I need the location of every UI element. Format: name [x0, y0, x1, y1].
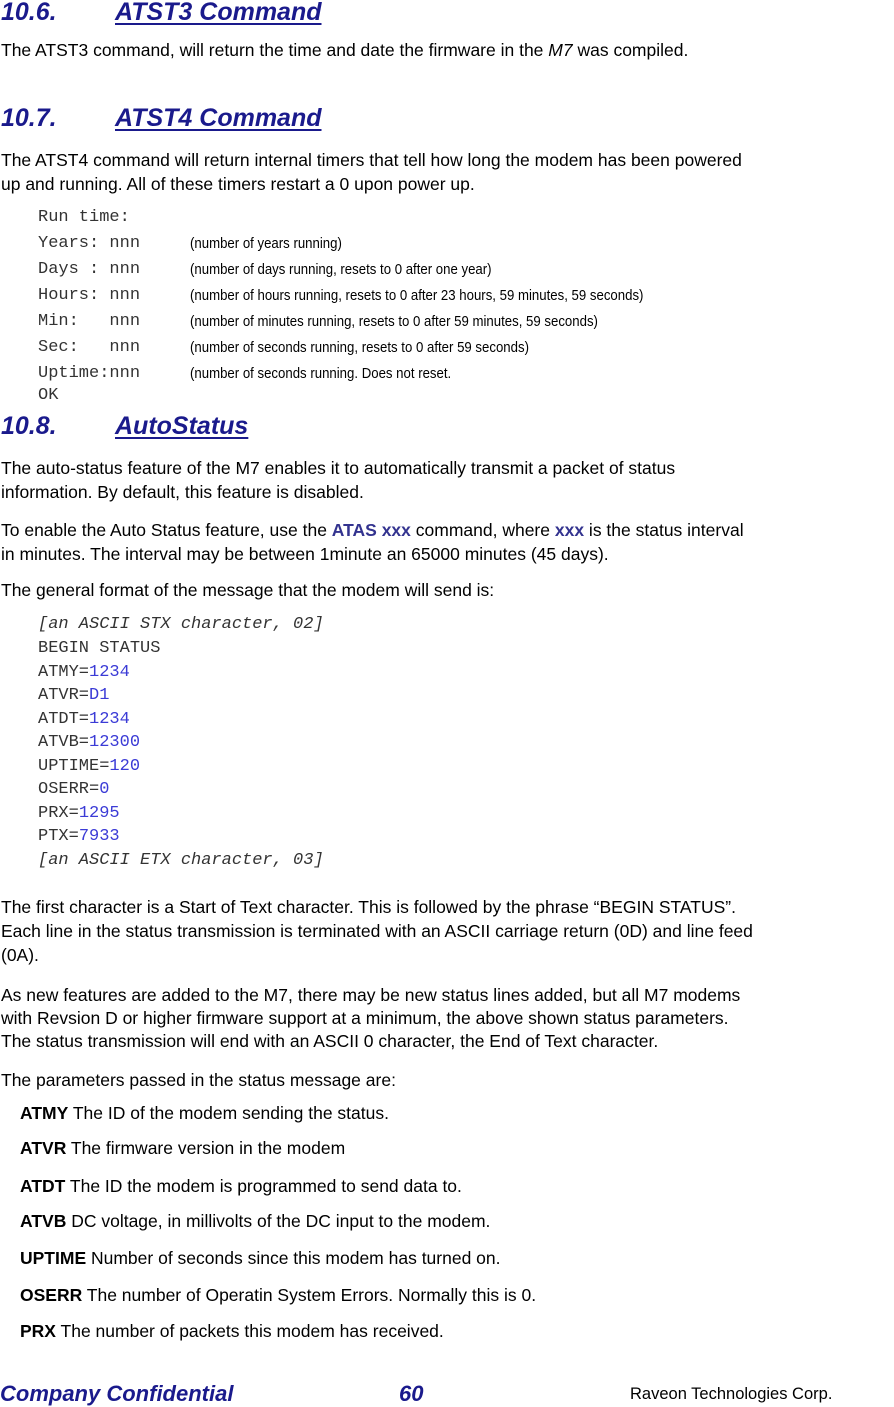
ok-response: OK	[38, 386, 59, 405]
status-line: PRX=1295	[38, 804, 120, 823]
section-heading-10-8	[1, 412, 248, 440]
parameter-item: UPTIME Number of seconds since this modem has turned on.	[20, 1248, 501, 1268]
parameter-item: ATVB DC voltage, in millivolts of the DC input to the modem.	[20, 1211, 491, 1231]
parameter-item: ATMY The ID of the modem sending the status.	[20, 1103, 389, 1123]
status-line: ATMY=1234	[38, 663, 130, 682]
page-footer	[0, 1381, 894, 1405]
status-line: UPTIME=120	[38, 757, 141, 776]
message-format-intro: The general format of the message that the modem will send is:	[1, 580, 495, 600]
features-paragraph-line3: The status transmission will end with an ASCII 0 character, the End of Text character.	[1, 1031, 659, 1051]
autostatus-intro-line1: The auto-status feature of the M7 enables it to automatically transmit a packet of status	[1, 458, 676, 478]
section-heading-10-6	[1, 0, 322, 26]
confidential-label: Company Confidential	[0, 1381, 234, 1406]
features-paragraph-line1: As new features are added to the M7, there may be new status lines added, but all M7 modems	[1, 985, 741, 1005]
autostatus-intro-line2: information. By default, this feature is disabled.	[1, 482, 364, 502]
parameter-item: PRX The number of packets this modem has received.	[20, 1321, 444, 1341]
section-title: ATST3 Command	[115, 0, 322, 26]
section-number: 10.7.	[1, 104, 57, 132]
section-number: 10.8.	[1, 412, 57, 440]
atst4-description-line2: up and running. All of these timers restart a 0 upon power up.	[1, 174, 475, 194]
autostatus-enable-line1: To enable the Auto Status feature, use the ATAS xxx command, where xxx is the status interval	[1, 520, 744, 540]
etx-line: [an ASCII ETX character, 03]	[38, 851, 324, 870]
document-page: 10.6. ATST3 Command The ATST3 command, will return the time and date the firmware in the M7 was compiled. 10.7. ATST4 Command The ATST4 command will return internal timers that tell how long the modem has been powered up and running. All of these timers restart a 0 upon power up. Run time: Years: nnn (number of years running) Days : nnn (number of days running, resets to 0 after one year) Hours: nnn (number of hours running, resets to 0 after 23 hours, 59 minutes, 59 seconds) Min: nnn (number of minutes running, resets to 0 after 59 minutes, 59 seconds) Sec: nnn (number of seconds running, resets to 0 after 59 seconds) Uptime:nnn (number of seconds running. Does not reset. OK 10.8. AutoStatus The auto-status feature of the M7 enables it to automatically transmit a packet of status information. By default, this feature is disabled. To enable the Auto Status feature, use the ATAS xxx command, where xxx is the status interval in minutes. The interval may be between 1minute an 65000 minutes (45 days). The general format of the message that the modem will send is: [an ASCII STX character, 02] BEGIN STATUS ATMY=1234 ATVR=D1 ATDT=1234 ATVB=12300 UPTIME=120 OSERR=0 PRX=1295 PTX=7933 [an ASCII ETX character, 03] The first character is a Start of Text character. This is followed by the phrase “BEGIN STATUS”. Each line in the status transmission is terminated with an ASCII carriage return (0D) and line feed (0A). As new features are added to the M7, there may be new status lines added, but all M7 modems with Revsion D or higher firmware support at a minimum, the above shown status parameters. The status transmission will end with an ASCII 0 character, the End of Text character. The parameters passed in the status message are: ATMY The ID of the modem sending the status. ATVR The firmware version in the modem ATDT The ID the modem is programmed to send data to. ATVB DC voltage, in millivolts of the DC input to the modem. UPTIME Number of seconds since this modem has turned on. OSERR The number of Operatin System Errors. Normally this is 0. PRX The number of packets this modem has received. Company Confidential 60 Raveon Technologies Corp.	[0, 0, 894, 1406]
atst4-description-line1: The ATST4 command will return internal timers that tell how long the modem has been powered	[1, 150, 742, 170]
parameters-intro: The parameters passed in the status message are:	[1, 1070, 396, 1090]
features-paragraph-line2: with Revsion D or higher firmware support at a minimum, the above shown status parameters.	[1, 1008, 729, 1028]
page-number: 60	[399, 1381, 424, 1406]
autostatus-enable-line2: in minutes. The interval may be between 1minute an 65000 minutes (45 days).	[1, 544, 609, 564]
section-title: AutoStatus	[115, 412, 249, 440]
parameter-item: ATVR The firmware version in the modem	[20, 1138, 346, 1158]
parameter-item: ATDT The ID the modem is programmed to send data to.	[20, 1176, 462, 1196]
xxx-parameter: xxx	[554, 520, 585, 540]
status-line: PTX=7933	[38, 827, 120, 846]
status-line: ATVR=D1	[38, 686, 110, 705]
atas-command: ATAS xxx	[331, 520, 411, 540]
section-heading-10-7	[1, 104, 322, 132]
status-line: OSERR=0	[38, 780, 110, 799]
stx-explanation-line3: (0A).	[1, 945, 39, 965]
status-line: ATVB=12300	[38, 733, 141, 752]
status-line: ATDT=1234	[38, 710, 130, 729]
stx-line: [an ASCII STX character, 02]	[38, 615, 324, 634]
stx-explanation-line2: Each line in the status transmission is terminated with an ASCII carriage return (0D) and line feed	[1, 921, 753, 941]
section-number: 10.6.	[1, 0, 57, 26]
begin-status-line: BEGIN STATUS	[38, 639, 161, 658]
parameter-item: OSERR The number of Operatin System Errors. Normally this is 0.	[20, 1285, 537, 1305]
run-time-label: Run time:	[38, 208, 130, 227]
stx-explanation-line1: The first character is a Start of Text character. This is followed by the phrase “BEGIN STATUS”.	[1, 897, 736, 917]
section-title: ATST4 Command	[115, 104, 322, 132]
company-name: Raveon Technologies Corp.	[630, 1385, 833, 1403]
atst3-description: The ATST3 command, will return the time and date the firmware in the M7 was compiled.	[1, 40, 689, 60]
